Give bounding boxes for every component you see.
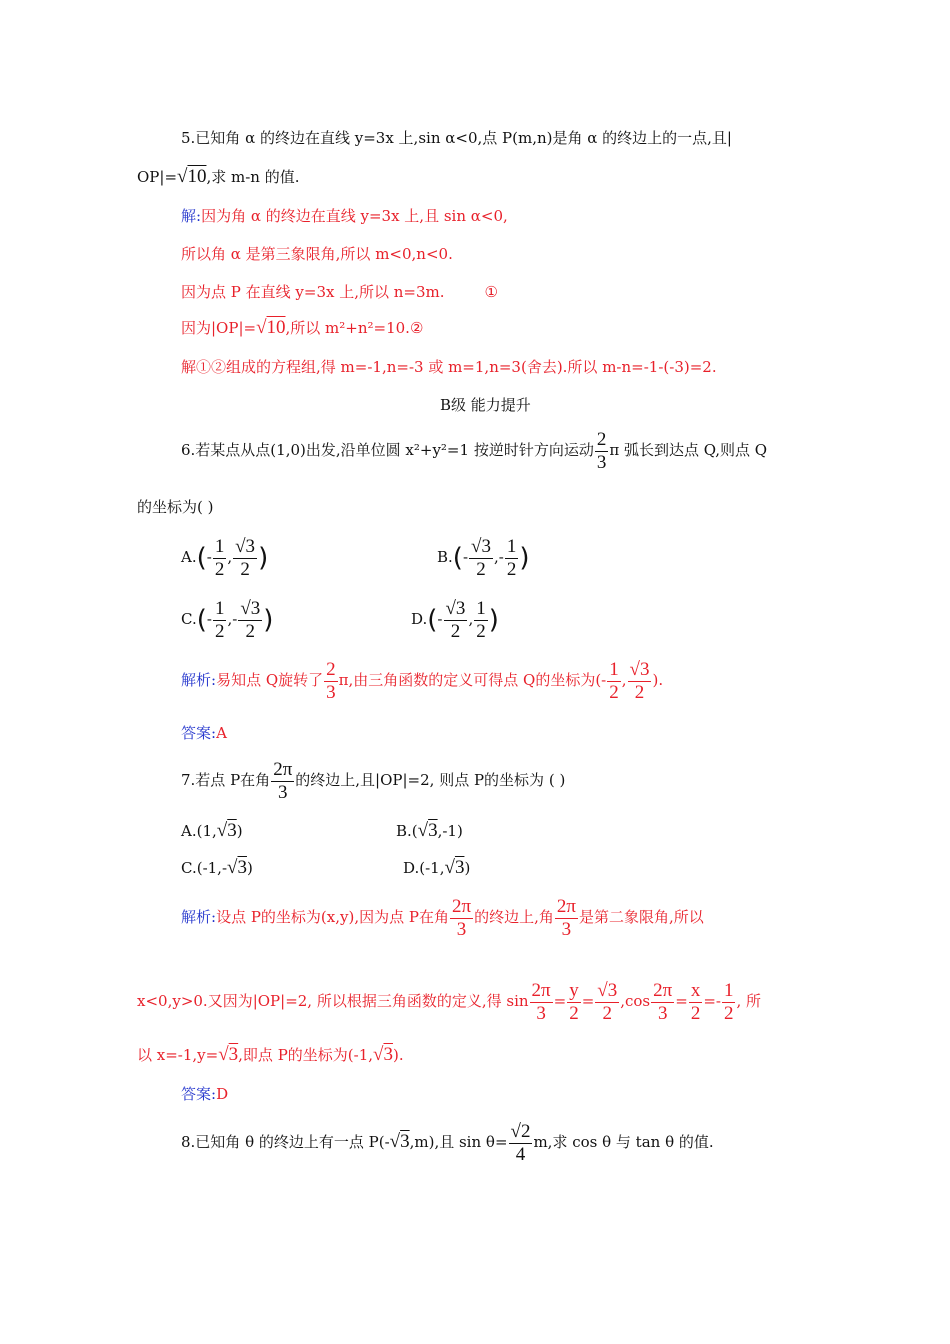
sqrt-3: √3	[389, 1131, 410, 1152]
sqrt-3: √3	[373, 1044, 393, 1065]
fraction: $\frac{√3}{2}$	[597, 979, 618, 1024]
q5-line2: OP|=√10,求 m-n 的值.	[137, 166, 300, 187]
fraction: $\frac{2\pi}{3}$	[653, 979, 673, 1024]
q6-option-c[interactable]: C.(- $\frac{1}{2}$ ,- $\frac{√3}{2}$ )	[181, 597, 274, 642]
fraction: $\frac{2}{3}$	[326, 658, 336, 703]
fraction: $\frac{1}{2}$	[506, 535, 517, 580]
q7-answer: 答案:D	[181, 1085, 229, 1103]
fraction: $\frac{√2}{4}$	[510, 1120, 531, 1165]
fraction: $\frac{√3}{2}$	[471, 535, 491, 580]
fraction: $\frac{1}{2}$	[609, 658, 619, 703]
q6-line1: 6.若某点从点(1,0)出发,沿单位圆 x²+y²=1 按逆时针方向运动 $\frac{2}{3}$ π 弧长到达点 Q,则点 Q	[181, 428, 768, 473]
fraction: $\frac{√3}{2}$	[235, 535, 256, 580]
sqrt-3: √3	[218, 1044, 239, 1065]
fraction: $\frac{y}{2}$	[569, 979, 579, 1024]
sol5-line3: 因为点 P 在直线 y=3x 上,所以 n=3m. ①	[181, 283, 498, 301]
fraction: $\frac{1}{2}$	[723, 979, 734, 1024]
q7-explanation-line1: 解析:设点 P的坐标为(x,y),因为点 P在角 $\frac{2\pi}{3}$ 的终边上,角 $\frac{2\pi}{3}$ 是第二象限角,所以	[181, 895, 704, 940]
sol5-line4: 因为|OP|=√10,所以 m²+n²=10.②	[181, 317, 424, 338]
q6-option-a[interactable]: A.(- $\frac{1}{2}$ , $\frac{√3}{2}$ )	[181, 535, 269, 580]
answer-value: D	[216, 1085, 229, 1103]
q7-option-a[interactable]: A.(1,√3)	[181, 820, 243, 841]
sqrt-10: √10	[177, 166, 207, 187]
sol5-line5: 解①②组成的方程组,得 m=-1,n=-3 或 m=1,n=3(舍去).所以 m-n=-1-(-3)=2.	[181, 358, 717, 376]
sol5-line1: 解:因为角 α 的终边在直线 y=3x 上,且 sin α<0,	[181, 207, 508, 225]
fraction: $\frac{1}{2}$	[476, 597, 486, 642]
answer-value: A	[216, 724, 227, 742]
q7-option-b[interactable]: B.(√3,-1)	[396, 820, 463, 841]
q6-line2: 的坐标为( )	[137, 498, 214, 516]
circled-one: ①	[484, 283, 498, 301]
q7-explanation-line3: 以 x=-1,y=√3,即点 P的坐标为(-1,√3).	[137, 1044, 404, 1065]
fraction: $\frac{√3}{2}$	[445, 597, 466, 642]
fraction: $\frac{1}{2}$	[214, 535, 225, 580]
sqrt-3: √3	[444, 857, 465, 878]
fraction: $\frac{2\pi}{3}$	[451, 895, 472, 940]
sqrt-3: √3	[216, 820, 237, 841]
explanation-label: 解析:	[181, 671, 217, 689]
fraction: $\frac{2\pi}{3}$	[531, 979, 551, 1024]
solution-label: 解:	[181, 207, 202, 225]
q6-answer: 答案:A	[181, 724, 227, 742]
sol5-line2: 所以角 α 是第三象限角,所以 m<0,n<0.	[181, 245, 453, 263]
fraction: $\frac{2}{3}$	[596, 428, 607, 473]
q5-line1: 5.已知角 α 的终边在直线 y=3x 上,sin α<0,点 P(m,n)是角 α 的终边上的一点,且|	[181, 129, 732, 147]
sqrt-10: √10	[256, 317, 286, 338]
fraction: $\frac{√3}{2}$	[629, 658, 650, 703]
q7-option-d[interactable]: D.(-1,√3)	[403, 857, 471, 878]
q6-option-b[interactable]: B.(- $\frac{√3}{2}$ ,- $\frac{1}{2}$ )	[437, 535, 530, 580]
q7-option-c[interactable]: C.(-1,-√3)	[181, 857, 253, 878]
q8-line1: 8.已知角 θ 的终边上有一点 P(-√3,m),且 sin θ= $\frac{√2}{4}$ m,求 cos θ 与 tan θ 的值.	[181, 1120, 714, 1165]
q7-explanation-line2: x<0,y>0.又因为|OP|=2, 所以根据三角函数的定义,得 sin $\frac{2\pi}{3}$ = $\frac{y}{2}$ = $\frac{√3}{2}$ ,cos $\frac{2\pi}{3}$ = $\frac{x}{2}$ =- $\frac{1}{2}$ , 所	[137, 979, 761, 1024]
q6-option-d[interactable]: D.(- $\frac{√3}{2}$ , $\frac{1}{2}$ )	[411, 597, 499, 642]
q6-explanation: 解析:易知点 Q旋转了 $\frac{2}{3}$ π,由三角函数的定义可得点 Q的坐标为(- $\frac{1}{2}$ , $\frac{√3}{2}$ ).	[181, 658, 664, 703]
fraction: $\frac{2\pi}{3}$	[556, 895, 576, 940]
sqrt-3: √3	[227, 857, 247, 878]
fraction: $\frac{1}{2}$	[214, 597, 225, 642]
fraction: $\frac{√3}{2}$	[240, 597, 261, 642]
sqrt-3: √3	[417, 820, 438, 841]
section-title: B级 能力提升	[440, 396, 531, 414]
q7-line1: 7.若点 P在角 $\frac{2\pi}{3}$ 的终边上,且|OP|=2, 则点 P的坐标为 ( )	[181, 758, 566, 803]
fraction: $\frac{2\pi}{3}$	[273, 758, 293, 803]
fraction: $\frac{x}{2}$	[690, 979, 701, 1024]
